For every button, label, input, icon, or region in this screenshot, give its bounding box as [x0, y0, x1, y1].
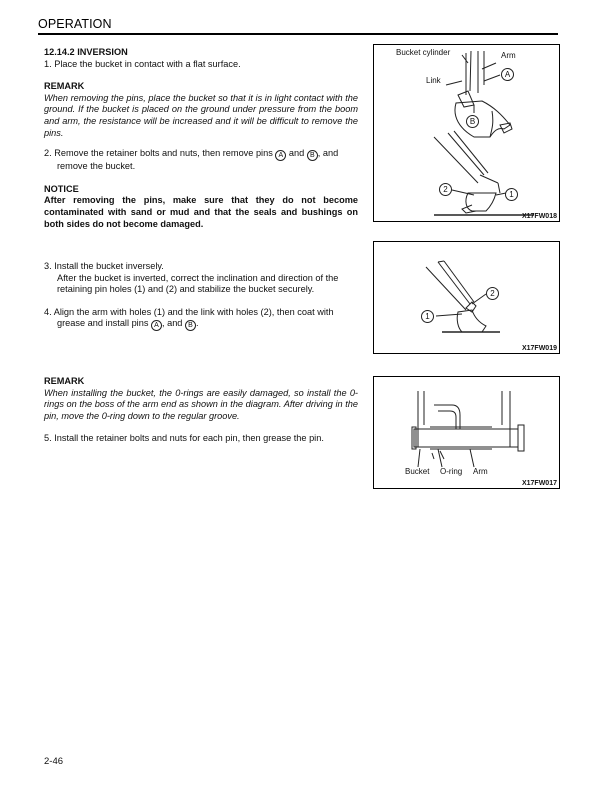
step-4-text-a: 4. Align the arm with holes (1) and the link with holes (2), then coat with grease and install pins: [44, 306, 334, 329]
notice-text: After removing the pins, make sure that they do not become contaminated with sand or mud and that the seals and bushings on both sides do not become damaged.: [44, 195, 358, 229]
page-number: 2-46: [44, 756, 64, 767]
label-pin-b: B: [466, 115, 479, 128]
step-2: [44, 148, 358, 173]
header-rule: [38, 33, 558, 35]
step-2-text-b: and: [286, 148, 307, 159]
figure-code: X17FW017: [521, 480, 557, 487]
remark-2-label: REMARK: [44, 376, 85, 386]
label-pin-a: A: [501, 68, 514, 81]
step-1: 1. Place the bucket in contact with a flat surface.: [44, 58, 241, 69]
pin-a-symbol: A: [151, 320, 162, 331]
label-bucket: Bucket: [405, 467, 430, 476]
remark-1-label: REMARK: [44, 81, 85, 92]
figure-bucket-inverted: [373, 241, 560, 354]
label-oring: O-ring: [440, 467, 463, 476]
step-4-text-b: , and: [161, 318, 185, 329]
label-link: Link: [426, 76, 441, 85]
label-bucket-cylinder: Bucket cylinder: [396, 48, 451, 57]
label-arm: Arm: [473, 467, 488, 476]
notice-label: NOTICE: [44, 183, 79, 194]
step-3-line-1: 3. Install the bucket inversely.: [44, 261, 164, 271]
step-2-text-c: , and remove the bucket.: [57, 148, 339, 172]
label-hole-2: 2: [439, 183, 452, 196]
step-3-line-2: After the bucket is inverted, correct the inclination and direction of the retaining pin holes (1) and (2) and stabilize the bucket securely.: [57, 272, 339, 295]
header-title: OPERATION: [38, 17, 112, 31]
figure-oring-install: [373, 376, 560, 489]
label-hole-2: 2: [486, 287, 499, 300]
label-arm: Arm: [501, 51, 516, 60]
label-hole-1: 1: [421, 310, 434, 323]
bucket-removal-illustration: [374, 45, 559, 221]
pin-b-symbol: B: [307, 150, 318, 161]
remark-1-text: When removing the pins, place the bucket so that it is in light contact with the ground. If the bucket is placed on the ground under pressure from the boom and arm, the resistance will be increased and it will be difficult to remove the pins.: [44, 92, 358, 138]
step-4-text-c: .: [195, 318, 199, 329]
figure-bucket-removal: [373, 44, 560, 222]
bucket-inverted-illustration: [374, 242, 559, 353]
step-5: 5. Install the retainer bolts and nuts for each pin, then grease the pin.: [44, 433, 324, 444]
pin-b-symbol: B: [185, 320, 196, 331]
step-4: [44, 307, 358, 332]
figure-code: X17FW019: [521, 345, 557, 352]
remark-2-text: When installing the bucket, the 0-rings are easily damaged, so install the 0-rings on the boss of the arm end as shown in the diagram. After driving in the pin, move the 0-ring down to the regular groove.: [44, 387, 358, 421]
text-block-removal: [44, 47, 358, 230]
oring-install-illustration: [374, 377, 559, 488]
section-heading: 12.14.2 INVERSION: [44, 47, 128, 57]
figure-code: X17FW018: [521, 213, 557, 220]
step-2-text-a: 2. Remove the retainer bolts and nuts, then remove pins: [44, 148, 276, 159]
text-block-install: [44, 261, 358, 331]
pin-a-symbol: A: [275, 150, 286, 161]
label-hole-1: 1: [505, 188, 518, 201]
text-block-oring: [44, 376, 358, 445]
